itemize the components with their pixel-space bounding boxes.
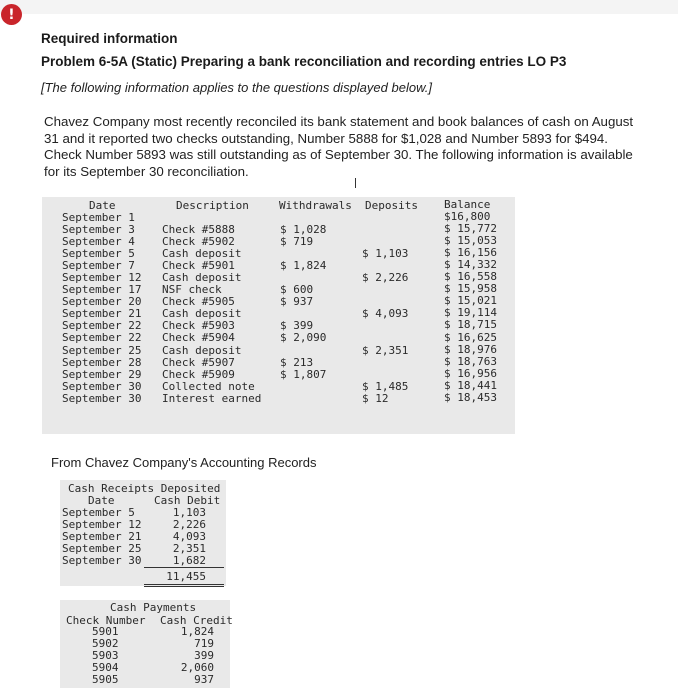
receipts-amount-cell: 2,226 [172, 518, 206, 532]
statement-date-cell: September 4 [62, 235, 135, 249]
statement-description-cell: NSF check [162, 283, 222, 297]
receipts-double-rule-top [144, 584, 224, 585]
payments-amount-column [160, 626, 214, 686]
statement-balance-cell: $ 15,021 [444, 294, 497, 308]
statement-description-cell: Cash deposit [162, 307, 242, 321]
statement-balance-cell: $ 18,441 [444, 378, 497, 392]
statement-balance-cell: $ 18,763 [444, 354, 497, 368]
header-date: Date [89, 199, 116, 212]
payments-amount-cell: 399 [194, 649, 214, 663]
payments-header-check-number: Check Number [66, 614, 146, 627]
header-withdrawals: Withdrawals [279, 199, 352, 212]
statement-balance-cell: $ 15,772 [444, 222, 497, 236]
statement-description-cell: Check #5901 [162, 259, 235, 273]
statement-deposit-cell [362, 212, 418, 224]
receipts-amount-cell: 4,093 [172, 530, 206, 544]
statement-description-cell: Check #5904 [162, 331, 235, 345]
statement-deposit-cell: $ 2,351 [362, 343, 409, 357]
balance-column [444, 199, 497, 404]
payments-header-credit: Cash Credit [160, 614, 233, 627]
receipts-total: 11,455 [166, 570, 206, 583]
statement-withdrawal-cell [280, 345, 352, 357]
statement-description-cell: Check #5907 [162, 355, 235, 369]
payments-number-column [92, 626, 132, 686]
intro-paragraph: Chavez Company most recently reconciled its bank statement and book balances of cash on August 31 and it reported two checks outstanding, Number 5888 for $1,028 and Number 5893 for $494. Check Number 5893 was still outstanding as of September 30. The following information is available for its September 30 reconciliation. [44, 114, 634, 179]
receipts-date-cell: September 25 [62, 542, 142, 556]
statement-balance-cell: $ 18,715 [444, 318, 497, 332]
receipts-header-debit: Cash Debit [154, 494, 221, 507]
statement-date-cell: September 17 [62, 283, 142, 297]
statement-date-cell: September 3 [62, 223, 135, 237]
receipts-amount-cell: 2,351 [172, 542, 206, 556]
statement-withdrawal-cell: $ 600 [280, 283, 314, 297]
cash-payments-title: Cash Payments [110, 601, 197, 614]
statement-withdrawal-cell: $ 719 [280, 235, 314, 249]
statement-date-cell: September 28 [62, 355, 142, 369]
statement-description-cell: Collected note [162, 379, 255, 393]
payments-number-cell: 5905 [92, 673, 119, 687]
statement-balance-cell: $ 16,625 [444, 330, 497, 344]
statement-balance-cell: $ 15,053 [444, 234, 497, 248]
statement-deposit-cell [362, 369, 418, 381]
statement-deposit-cell [362, 357, 418, 369]
statement-deposit-cell [362, 320, 418, 332]
statement-description-cell: Cash deposit [162, 271, 242, 285]
statement-date-cell: September 21 [62, 307, 142, 321]
payments-amount-cell: 719 [194, 637, 214, 651]
description-column [162, 212, 272, 405]
receipts-date-cell: September 30 [62, 554, 142, 568]
statement-withdrawal-cell: $ 1,807 [280, 367, 327, 381]
payments-number-cell: 5901 [92, 625, 119, 638]
receipts-date-column [62, 507, 152, 567]
statement-withdrawal-cell: $ 399 [280, 319, 314, 333]
statement-balance-cell: $ 18,976 [444, 342, 497, 356]
date-column [62, 212, 142, 405]
statement-balance-cell: $ 16,956 [444, 366, 497, 380]
receipts-double-rule-bottom [144, 586, 224, 587]
statement-balance-cell: $ 18,453 [444, 390, 497, 404]
statement-balance-cell: $ 16,558 [444, 270, 497, 284]
statement-balance-cell: $16,800 [444, 210, 491, 224]
statement-date-cell: September 25 [62, 343, 142, 357]
statement-description-cell: Interest earned [162, 391, 262, 405]
receipts-amount-cell: 1,682 [172, 554, 206, 568]
applies-note: [The following information applies to the questions displayed below.] [41, 80, 432, 95]
required-information-heading: Required information [41, 31, 178, 46]
top-bar [0, 0, 678, 14]
statement-date-cell: September 7 [62, 259, 135, 273]
payments-amount-cell: 937 [194, 673, 214, 687]
statement-date-cell: September 22 [62, 331, 142, 345]
statement-withdrawal-cell: $ 1,824 [280, 259, 327, 273]
payments-number-cell: 5904 [92, 661, 119, 675]
statement-withdrawal-cell: $ 213 [280, 355, 314, 369]
deposits-column [362, 212, 418, 405]
receipts-date-cell: September 21 [62, 530, 142, 544]
statement-deposit-cell [362, 284, 418, 296]
statement-withdrawal-cell: $ 2,090 [280, 331, 327, 345]
statement-balance-cell: $ 14,332 [444, 258, 497, 272]
statement-withdrawal-cell: $ 1,028 [280, 223, 327, 237]
header-balance: Balance [444, 198, 491, 211]
receipts-amount-column [150, 507, 206, 567]
receipts-date-cell: September 12 [62, 518, 142, 532]
alert-icon: ! [1, 4, 22, 25]
statement-date-cell: September 5 [62, 247, 135, 261]
statement-date-cell: September 1 [62, 211, 135, 224]
statement-description-cell: Check #5903 [162, 319, 235, 333]
statement-withdrawal-cell: $ 937 [280, 295, 314, 309]
problem-title: Problem 6-5A (Static) Preparing a bank reconciliation and recording entries LO P3 [41, 54, 567, 69]
receipts-date-cell: September 5 [62, 506, 135, 519]
statement-deposit-cell: $ 12 [362, 391, 389, 405]
statement-date-cell: September 30 [62, 391, 142, 405]
statement-deposit-cell: $ 1,485 [362, 379, 409, 393]
records-title: From Chavez Company's Accounting Records [51, 455, 317, 470]
statement-date-cell: September 12 [62, 271, 142, 285]
statement-balance-cell: $ 15,958 [444, 282, 497, 296]
payments-number-cell: 5902 [92, 637, 119, 651]
receipts-header-date: Date [88, 494, 115, 507]
statement-deposit-cell [362, 332, 418, 344]
statement-description-cell: Check #5909 [162, 367, 235, 381]
payments-amount-cell: 2,060 [180, 661, 214, 675]
header-description: Description [176, 199, 249, 212]
statement-balance-cell: $ 19,114 [444, 306, 497, 320]
statement-description-cell: Cash deposit [162, 247, 242, 261]
statement-description-cell: Check #5905 [162, 295, 235, 309]
payments-number-cell: 5903 [92, 649, 119, 663]
statement-description-cell: Cash deposit [162, 343, 242, 357]
statement-date-cell: September 20 [62, 295, 142, 309]
statement-balance-cell: $ 16,156 [444, 246, 497, 260]
text-cursor [355, 178, 356, 188]
statement-deposit-cell: $ 4,093 [362, 307, 409, 321]
header-deposits: Deposits [365, 199, 418, 212]
payments-amount-cell: 1,824 [180, 625, 214, 638]
statement-date-cell: September 29 [62, 367, 142, 381]
statement-date-cell: September 30 [62, 379, 142, 393]
statement-deposit-cell [362, 224, 418, 236]
cash-receipts-title: Cash Receipts Deposited [68, 482, 221, 495]
statement-description-cell: Check #5888 [162, 223, 235, 237]
statement-withdrawal-cell [280, 381, 352, 393]
statement-deposit-cell: $ 1,103 [362, 247, 409, 261]
statement-description-cell: Check #5902 [162, 235, 235, 249]
statement-date-cell: September 22 [62, 319, 142, 333]
receipts-total-rule [144, 567, 224, 568]
withdrawals-column [280, 212, 352, 405]
receipts-amount-cell: 1,103 [172, 506, 206, 519]
statement-deposit-cell: $ 2,226 [362, 271, 409, 285]
statement-withdrawal-cell [280, 393, 352, 405]
